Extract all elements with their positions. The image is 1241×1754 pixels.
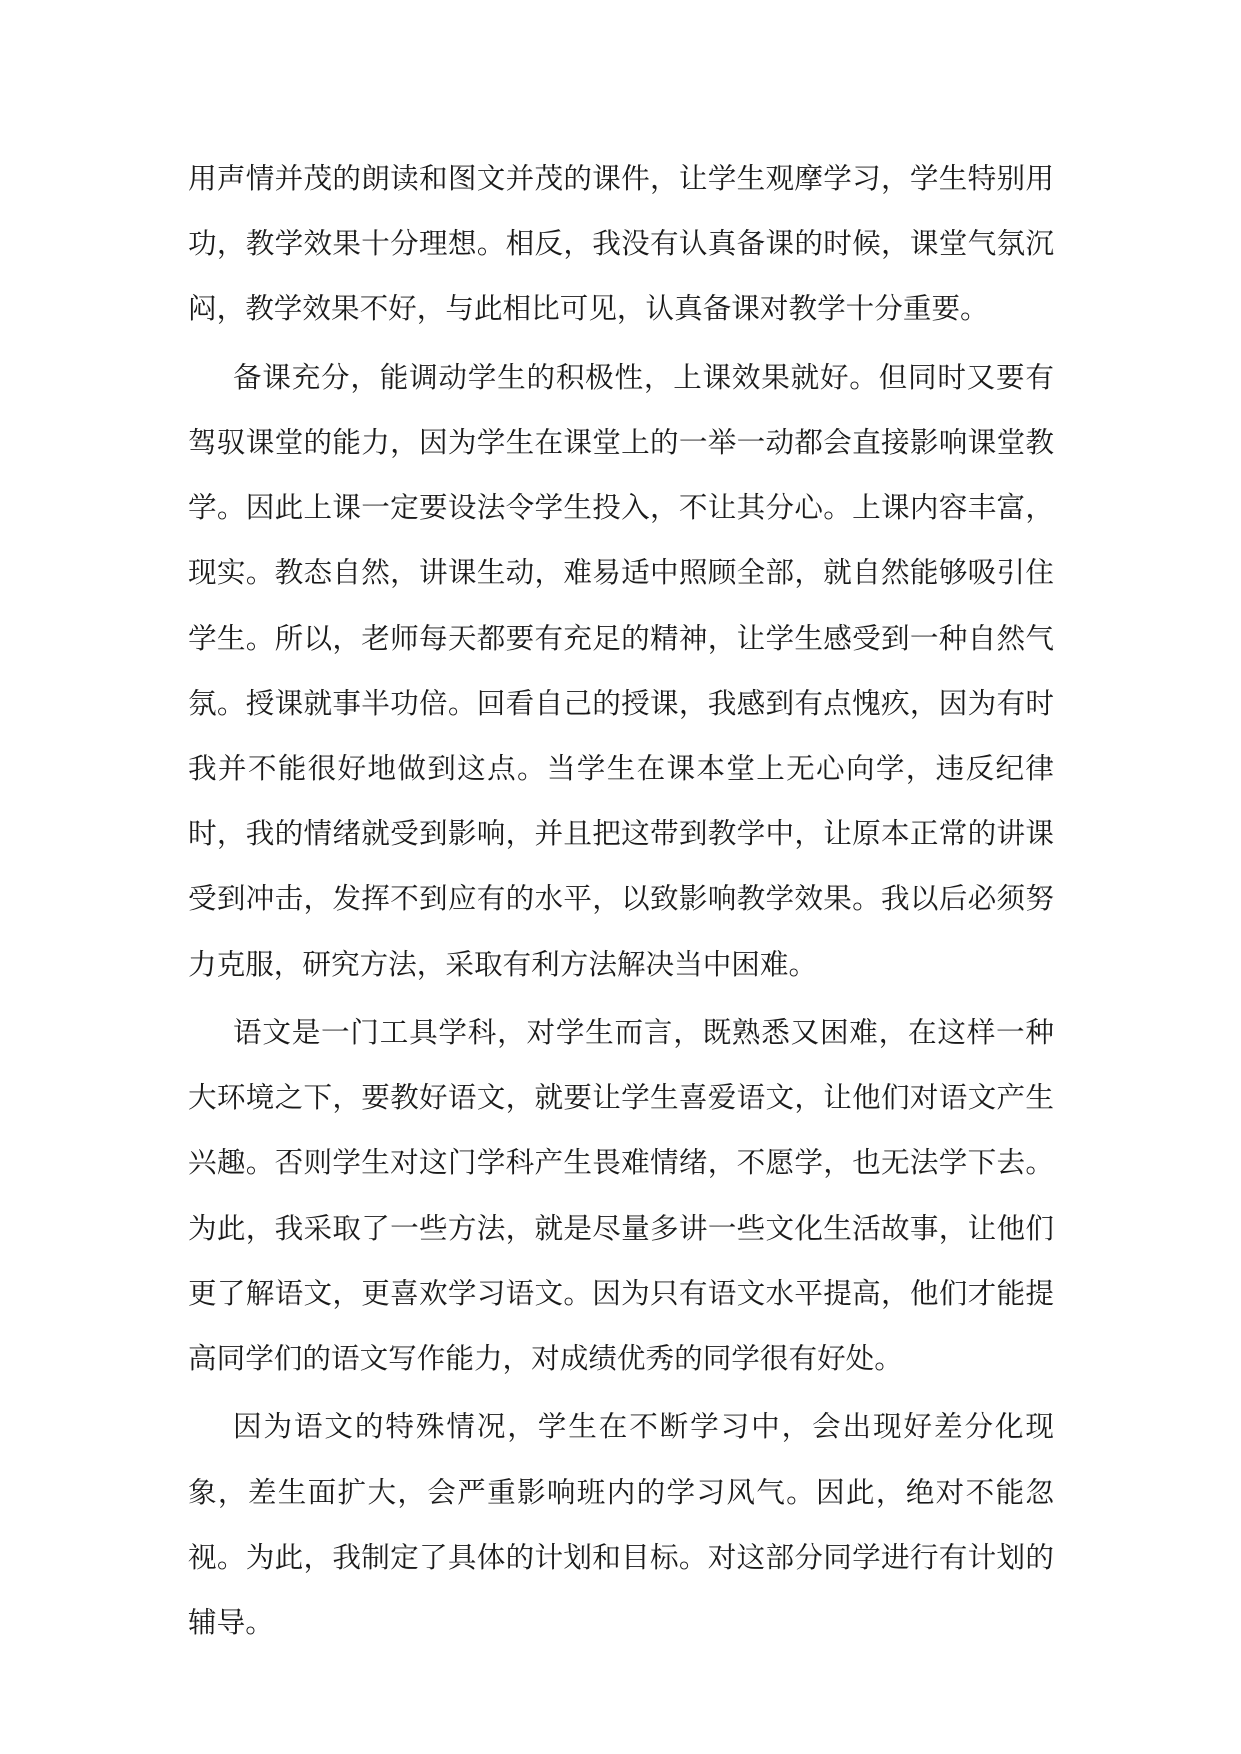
paragraph-1: 用声情并茂的朗读和图文并茂的课件，让学生观摩学习，学生特别用功，教学效果十分理想。相反，我没有认真备课的时候，课堂气氛沉闷，教学效果不好，与此相比可见，认真备课对教学十分重要。 bbox=[188, 161, 1054, 326]
paragraph-2: 备课充分，能调动学生的积极性，上课效果就好。但同时又要有驾驭课堂的能力，因为学生在课堂上的一举一动都会直接影响课堂教学。因此上课一定要设法令学生投入，不让其分心。上课内容丰富，现实。教态自然，讲课生动，难易适中照顾全部，就自然能够吸引住学生。所以，老师每天都要有充足的精神，让学生感受到一种自然气氛。授课就事半功倍。回看自己的授课，我感到有点愧疚，因为有时我并不能很好地做到这点。当学生在课本堂上无心向学，违反纪律时，我的情绪就受到影响，并且把这带到教学中，让原本正常的讲课受到冲击，发挥不到应有的水平，以致影响教学效果。我以后必须努力克服，研究方法，采取有利方法解决当中困难。 bbox=[188, 359, 1054, 981]
paragraph-3: 语文是一门工具学科，对学生而言，既熟悉又困难，在这样一种大环境之下，要教好语文，就要让学生喜爱语文，让他们对语文产生兴趣。否则学生对这门学科产生畏难情绪，不愿学，也无法学下去。为此，我采取了一些方法，就是尽量多讲一些文化生活故事，让他们更了解语文，更喜欢学习语文。因为只有语文水平提高，他们才能提高同学们的语文写作能力，对成绩优秀的同学很有好处。 bbox=[188, 1015, 1054, 1376]
body-text bbox=[188, 146, 1054, 1655]
paragraph-4: 因为语文的特殊情况，学生在不断学习中，会出现好差分化现象，差生面扩大，会严重影响班内的学习风气。因此，绝对不能忽视。为此，我制定了具体的计划和目标。对这部分同学进行有计划的辅导。 bbox=[188, 1409, 1054, 1640]
